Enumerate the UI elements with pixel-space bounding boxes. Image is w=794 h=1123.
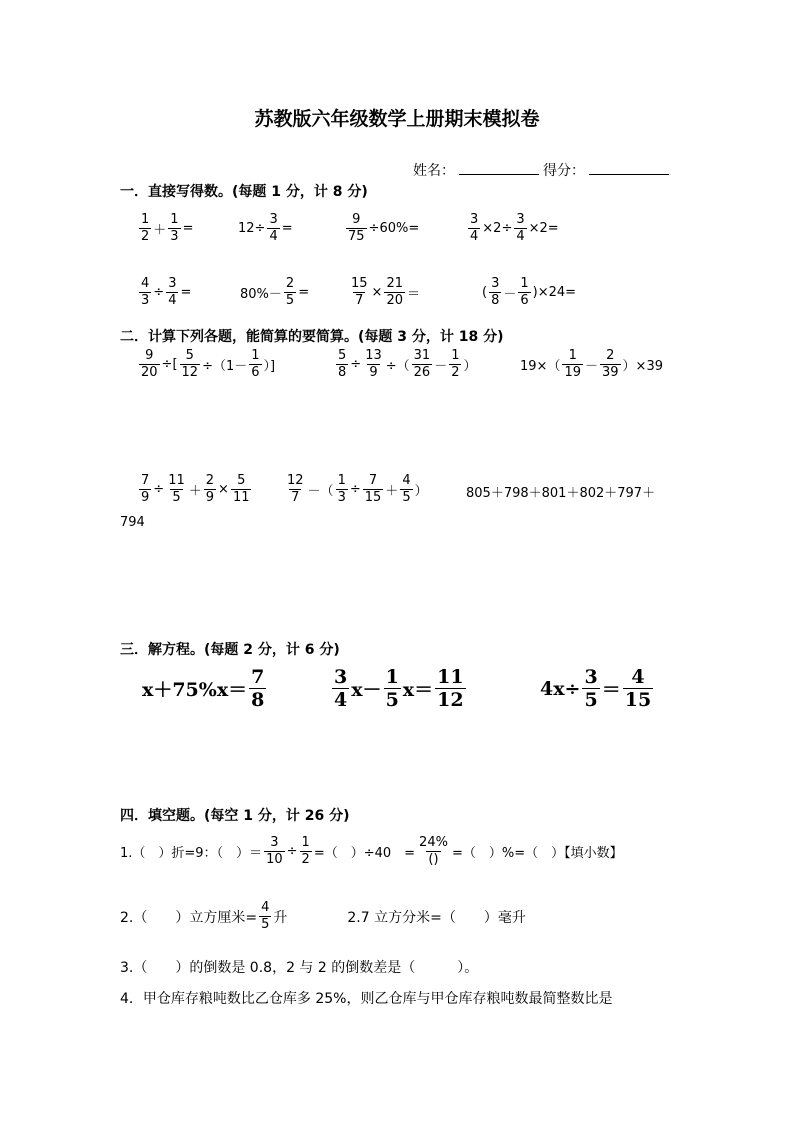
fraction: $\frac{11}{12}$ — [437, 666, 464, 711]
section-1-heading: 一．直接写得数。(每题 1 分，计 8 分) — [120, 184, 368, 200]
s2-question-3: 19×（ $\frac{1}{19}$ － $\frac{2}{39}$ ）×39 — [520, 348, 663, 380]
s3-equation-1: x＋75%x＝ $\frac{7}{8}$ — [142, 666, 265, 711]
fraction: $\frac{1}{6}$ — [520, 276, 529, 308]
fraction: $\frac{1}{3}$ — [337, 473, 346, 505]
fraction: $\frac{7}{8}$ — [251, 666, 265, 711]
fraction: $\frac{2}{39}$ — [602, 348, 619, 380]
fraction: $\frac{3}{5}$ — [584, 666, 598, 711]
s1-question-3: $\frac{9}{75}$ ÷60%= — [348, 212, 420, 244]
fraction: $\frac{3}{10}$ — [266, 835, 283, 867]
fraction: $\frac{3}{4}$ — [269, 212, 278, 244]
fraction: $\frac{7}{9}$ — [141, 473, 150, 505]
s1-question-2: 12÷ $\frac{3}{4}$ = — [238, 212, 293, 244]
fraction: $\frac{1}{2}$ — [301, 835, 310, 867]
fraction: $\frac{31}{26}$ — [413, 348, 431, 380]
s4-question-2: 2.（ ）立方厘米= $\frac{4}{5}$ 升 2.7 立方分米=（ ）毫升 — [120, 900, 526, 932]
fraction: $\frac{7}{15}$ — [364, 473, 382, 505]
s4-question-3: 3.（ ）的倒数是 0.8，2 与 2 的倒数差是（ ）。 — [120, 960, 479, 976]
s2-question-2: $\frac{5}{8}$ ÷ $\frac{13}{9}$ ÷（ $\frac{31}{26}$ － $\frac{1}{2}$ ） — [338, 348, 477, 380]
fraction: $\frac{15}{7}$ — [351, 276, 368, 308]
fraction: $\frac{4}{5}$ — [261, 900, 270, 932]
fraction: $\frac{5}{8}$ — [338, 348, 347, 380]
fraction: $\frac{2}{5}$ — [285, 276, 295, 308]
fraction: $\frac{3}{4}$ — [516, 212, 525, 244]
s2-question-6-line-1: 805＋798＋801＋802＋797＋ — [466, 486, 656, 501]
fraction: $\frac{12}{7}$ — [287, 473, 304, 505]
name-blank[interactable] — [459, 162, 539, 175]
fraction: $\frac{1}{2}$ — [451, 348, 460, 380]
s3-equation-3: 4x÷ $\frac{3}{5}$ ＝ $\frac{4}{15}$ — [540, 666, 652, 711]
fraction: $\frac{4}{5}$ — [402, 473, 411, 505]
fraction: $\frac{24\%}{()}$ — [419, 835, 448, 867]
s1-question-7: $\frac{15}{7}$ × $\frac{21}{20}$ ＝ — [351, 276, 421, 308]
fraction: $\frac{21}{20}$ — [386, 276, 403, 308]
section-2-heading: 二．计算下列各题，能简算的要简算。(每题 3 分，计 18 分) — [120, 329, 504, 345]
s1-question-4: $\frac{3}{4}$ ×2÷ $\frac{3}{4}$ ×2= — [470, 212, 559, 244]
s1-question-8: ( $\frac{3}{8}$ － $\frac{1}{6}$ )×24= — [482, 276, 577, 308]
fraction: $\frac{1}{5}$ — [385, 666, 399, 711]
name-label: 姓名： — [413, 163, 455, 179]
fraction: $\frac{4}{15}$ — [624, 666, 652, 711]
s1-question-5: $\frac{4}{3}$ ÷ $\frac{3}{4}$ = — [141, 276, 192, 308]
s2-question-6-line-2: 794 — [120, 515, 145, 530]
fraction: $\frac{1}{19}$ — [564, 348, 581, 380]
score-label: 得分： — [543, 163, 585, 179]
s1-question-1: $\frac{1}{2}$ ＋ $\frac{1}{3}$ = — [141, 212, 194, 244]
s4-question-1: 1.（ ）折=9：（ ）＝ $\frac{3}{10}$ ÷ $\frac{1}{2}$ =（ ）÷40 = $\frac{24\%}{()}$ =（ ）%=（ ）【填小数】 — [120, 835, 623, 867]
section-3-heading: 三．解方程。(每题 2 分，计 6 分) — [120, 642, 340, 658]
s4-question-4: 4．甲仓库存粮吨数比乙仓库多 25%，则乙仓库与甲仓库存粮吨数最简整数比是 — [120, 991, 613, 1007]
score-blank[interactable] — [589, 162, 669, 175]
fraction: $\frac{3}{4}$ — [334, 666, 348, 711]
s2-question-4: $\frac{7}{9}$ ÷ $\frac{11}{5}$ ＋ $\frac{2}{9}$ × $\frac{5}{11}$ — [141, 473, 250, 505]
s2-question-1: $\frac{9}{20}$ ÷[ $\frac{5}{12}$ ÷（1－ $\frac{1}{6}$ ）] — [141, 348, 276, 380]
fraction: $\frac{1}{3}$ — [170, 212, 179, 244]
fraction: $\frac{4}{3}$ — [141, 276, 150, 308]
fraction: $\frac{2}{9}$ — [205, 473, 215, 505]
s3-equation-2: $\frac{3}{4}$ x－ $\frac{1}{5}$ x＝ $\frac{11}{12}$ — [334, 666, 464, 711]
student-info-line — [413, 160, 673, 180]
s1-question-6: 80%－ $\frac{2}{5}$ = — [240, 276, 310, 308]
fraction: $\frac{1}{6}$ — [251, 348, 260, 380]
fraction: $\frac{3}{4}$ — [470, 212, 479, 244]
fraction: $\frac{1}{2}$ — [141, 212, 150, 244]
page-title: 苏教版六年级数学上册期末模拟卷 — [254, 108, 540, 130]
fraction: $\frac{5}{12}$ — [181, 348, 199, 380]
fraction: $\frac{3}{4}$ — [168, 276, 177, 308]
section-4-heading: 四．填空题。(每空 1 分，计 26 分) — [120, 808, 350, 824]
fraction: $\frac{11}{5}$ — [168, 473, 185, 505]
fraction: $\frac{3}{8}$ — [491, 276, 500, 308]
fraction: $\frac{9}{75}$ — [348, 212, 365, 244]
fraction: $\frac{13}{9}$ — [365, 348, 382, 380]
fraction: $\frac{5}{11}$ — [232, 473, 250, 505]
fraction: $\frac{9}{20}$ — [141, 348, 158, 380]
s2-question-5: $\frac{12}{7}$ －（ $\frac{1}{3}$ ÷ $\frac{7}{15}$ ＋ $\frac{4}{5}$ ） — [287, 473, 428, 505]
